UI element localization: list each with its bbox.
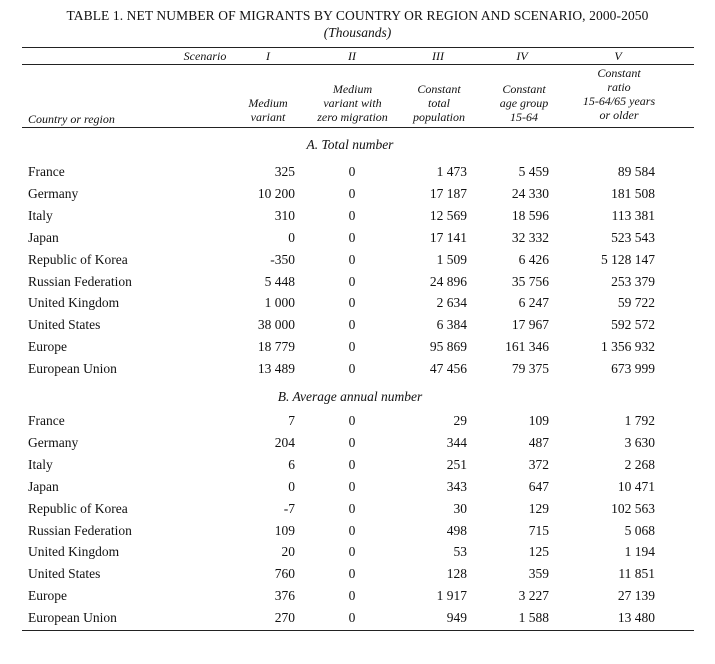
scenario-v-cell: 10 471 [617,478,655,494]
scenario-iv-cell: 109 [528,413,549,428]
scenario-iii-cell: 1 509 [436,251,467,267]
scenario-i-cell: 0 [288,229,295,245]
country-cell: Republic of Korea [28,251,128,267]
scenario-i-header: I [266,49,270,63]
country-cell: Japan [28,229,59,245]
scenario-iii-cell: 344 [446,434,467,450]
scenario-ii-cell: 0 [348,251,356,267]
country-cell: Germany [28,185,79,201]
country-cell: United States [28,566,101,582]
scenario-iii-cell: 17 141 [429,229,467,245]
scenario-i-cell: 5 448 [264,273,295,289]
scenario-i-cell: 376 [274,588,295,604]
scenario-v-header: V [614,49,622,63]
country-cell: European Union [28,361,117,377]
scenario-v-cell: 592 572 [611,317,655,333]
table-row [0,317,715,337]
scenario-v-cell: 673 999 [611,361,655,377]
country-cell: France [28,413,65,428]
scenario-v-cell: 2 268 [624,456,655,472]
table-row [0,544,715,564]
table-row [0,230,715,250]
scenario-ii-cell: 0 [348,317,356,333]
scenario-i-cell: 325 [274,164,295,179]
scenario-v-cell: 113 381 [611,207,655,223]
scenario-i-cell: 109 [274,522,295,538]
country-cell: France [28,164,65,179]
scenario-ii-cell: 0 [348,544,356,560]
scenario-ii-cell: 0 [348,413,356,428]
scenario-ii-cell: 0 [348,434,356,450]
top-rule [22,47,694,48]
scenario-ii-cell: 0 [348,164,356,179]
scenario-iii-cell: 17 187 [429,185,467,201]
scenario-iv-cell: 32 332 [511,229,549,245]
scenario-v-cell: 102 563 [611,500,655,516]
scenario-ii-cell: 0 [348,295,356,311]
stub-header: Country or region [28,112,115,126]
scenario-iv-cell: 6 247 [518,295,549,311]
scenario-iv-cell: 715 [528,522,549,538]
scenario-iii-cell: 53 [453,544,467,560]
scenario-iv-cell: 6 426 [518,251,549,267]
table-row [0,479,715,499]
scenario-iv-cell: 129 [528,500,549,516]
section-b-title: B. Average annual number [277,389,423,404]
scenario-iii-cell: 29 [453,413,467,428]
scenario-iii-header: III [432,49,444,63]
scenario-iv-cell: 125 [528,544,549,560]
scenario-iv-cell: 17 967 [511,317,549,333]
scenario-v-cell: 1 194 [624,544,655,560]
table-title: TABLE 1. NET NUMBER OF MIGRANTS BY COUNTRY OR REGION AND SCENARIO, 2000-2050 [66,8,649,23]
scenario-iii-cell: 251 [446,456,467,472]
scenario-v-cell: 11 851 [618,566,655,582]
scenario-i-cell: -7 [283,500,295,516]
column-header-rule [22,127,694,128]
country-cell: United States [28,317,101,333]
scenario-iii-cell: 12 569 [429,207,467,223]
country-cell: Europe [28,588,67,604]
scenario-iv-cell: 18 596 [511,207,549,223]
scenario-i-cell: 13 489 [257,361,295,377]
scenario-iv-header: IV [516,49,528,63]
table-row [0,610,715,630]
scenario-iii-cell: 1 917 [436,588,467,604]
country-cell: United Kingdom [28,544,120,560]
scenario-iv-cell: 161 346 [505,339,549,355]
scenario-i-cell: 0 [288,478,295,494]
scenario-iii-cell: 128 [446,566,467,582]
table-row [0,252,715,272]
scenario-ii-cell: 0 [348,478,356,494]
scenario-i-cell: 20 [281,544,295,560]
scenario-i-cell: 1 000 [264,295,295,311]
scenario-iv-cell: 35 756 [511,273,549,289]
scenario-ii-cell: 0 [348,456,356,472]
scenario-v-cell: 1 792 [624,413,655,428]
scenario-iii-cell: 1 473 [436,164,467,179]
table-row [0,435,715,455]
scenario-ii-cell: 0 [348,500,356,516]
scenario-iii-cell: 949 [446,610,467,626]
country-cell: Germany [28,434,79,450]
scenario-iii-cell: 2 634 [436,295,467,311]
scenario-v-cell: 5 068 [624,522,655,538]
scenario-iv-cell: 24 330 [511,185,549,201]
scenario-i-cell: 6 [288,456,295,472]
scenario-iii-cell: 95 869 [429,339,467,355]
table-row [0,295,715,315]
scenario-v-cell: 89 584 [617,164,655,179]
table-row [0,523,715,543]
scenario-i-cell: 10 200 [257,185,295,201]
scenario-i-cell: 204 [274,434,295,450]
scenario-ii-cell: 0 [348,339,356,355]
table-row [0,208,715,228]
scenario-ii-cell: 0 [348,522,356,538]
scenario-v-cell: 3 630 [624,434,655,450]
scenario-v-cell: 13 480 [617,610,655,626]
scenario-ii-cell: 0 [348,610,356,626]
table-row [0,361,715,381]
scenario-ii-cell: 0 [348,185,356,201]
scenario-iv-cell: 647 [528,478,549,494]
scenario-i-cell: 18 779 [257,339,295,355]
scenario-i-cell: -350 [270,251,295,267]
country-cell: European Union [28,610,117,626]
scenario-iv-cell: 3 227 [518,588,549,604]
scenario-iv-cell: 372 [528,456,549,472]
scenario-ii-cell: 0 [348,207,356,223]
country-cell: Italy [28,456,53,472]
table-row [0,566,715,586]
scenario-i-cell: 310 [274,207,295,223]
bottom-rule [22,630,694,631]
scenario-i-cell: 270 [274,610,295,626]
header-rule [22,64,694,65]
country-cell: Republic of Korea [28,500,128,516]
col-desc-iii: Constant total population [412,82,465,124]
scenario-ii-cell: 0 [348,361,356,377]
country-cell: Russian Federation [28,273,132,289]
scenario-ii-cell: 0 [348,588,356,604]
scenario-i-cell: 38 000 [257,317,295,333]
scenario-label: Scenario [183,49,227,63]
col-desc-i: Medium variant [248,96,288,124]
scenario-iii-cell: 343 [446,478,467,494]
table-row [0,457,715,477]
scenario-iii-cell: 6 384 [436,317,467,333]
table-row [0,339,715,359]
country-cell: Italy [28,207,53,223]
table-row [0,413,715,433]
scenario-v-cell: 1 356 932 [601,339,655,355]
scenario-i-cell: 7 [288,413,295,428]
table-row [0,274,715,294]
section-a-title: A. Total number [306,137,394,152]
table-row [0,164,715,184]
scenario-iii-cell: 24 896 [429,273,467,289]
scenario-iv-cell: 359 [528,566,549,582]
table-row [0,588,715,608]
scenario-v-cell: 5 128 147 [601,251,655,267]
scenario-ii-cell: 0 [348,566,356,582]
scenario-iv-cell: 487 [528,434,549,450]
scenario-iii-cell: 30 [453,500,467,516]
country-cell: Russian Federation [28,522,132,538]
scenario-ii-header: II [348,49,356,63]
scenario-iv-cell: 5 459 [518,164,549,179]
scenario-i-cell: 760 [274,566,295,582]
scenario-v-cell: 181 508 [611,185,655,201]
scenario-v-cell: 59 722 [617,295,655,311]
scenario-iv-cell: 1 588 [518,610,549,626]
col-desc-ii: Medium variant with zero migration [317,82,388,124]
scenario-iv-cell: 79 375 [511,361,549,377]
scenario-ii-cell: 0 [348,229,356,245]
country-cell: United Kingdom [28,295,120,311]
table-row [0,186,715,206]
scenario-iii-cell: 47 456 [429,361,467,377]
scenario-v-cell: 27 139 [617,588,655,604]
col-desc-iv: Constant age group 15-64 [499,82,549,124]
scenario-v-cell: 253 379 [611,273,655,289]
table-subtitle: (Thousands) [323,25,392,40]
country-cell: Europe [28,339,67,355]
country-cell: Japan [28,478,59,494]
scenario-v-cell: 523 543 [611,229,655,245]
scenario-ii-cell: 0 [348,273,356,289]
scenario-iii-cell: 498 [446,522,467,538]
col-desc-v: Constant ratio 15-64/65 years or older [582,66,656,122]
table-row [0,501,715,521]
